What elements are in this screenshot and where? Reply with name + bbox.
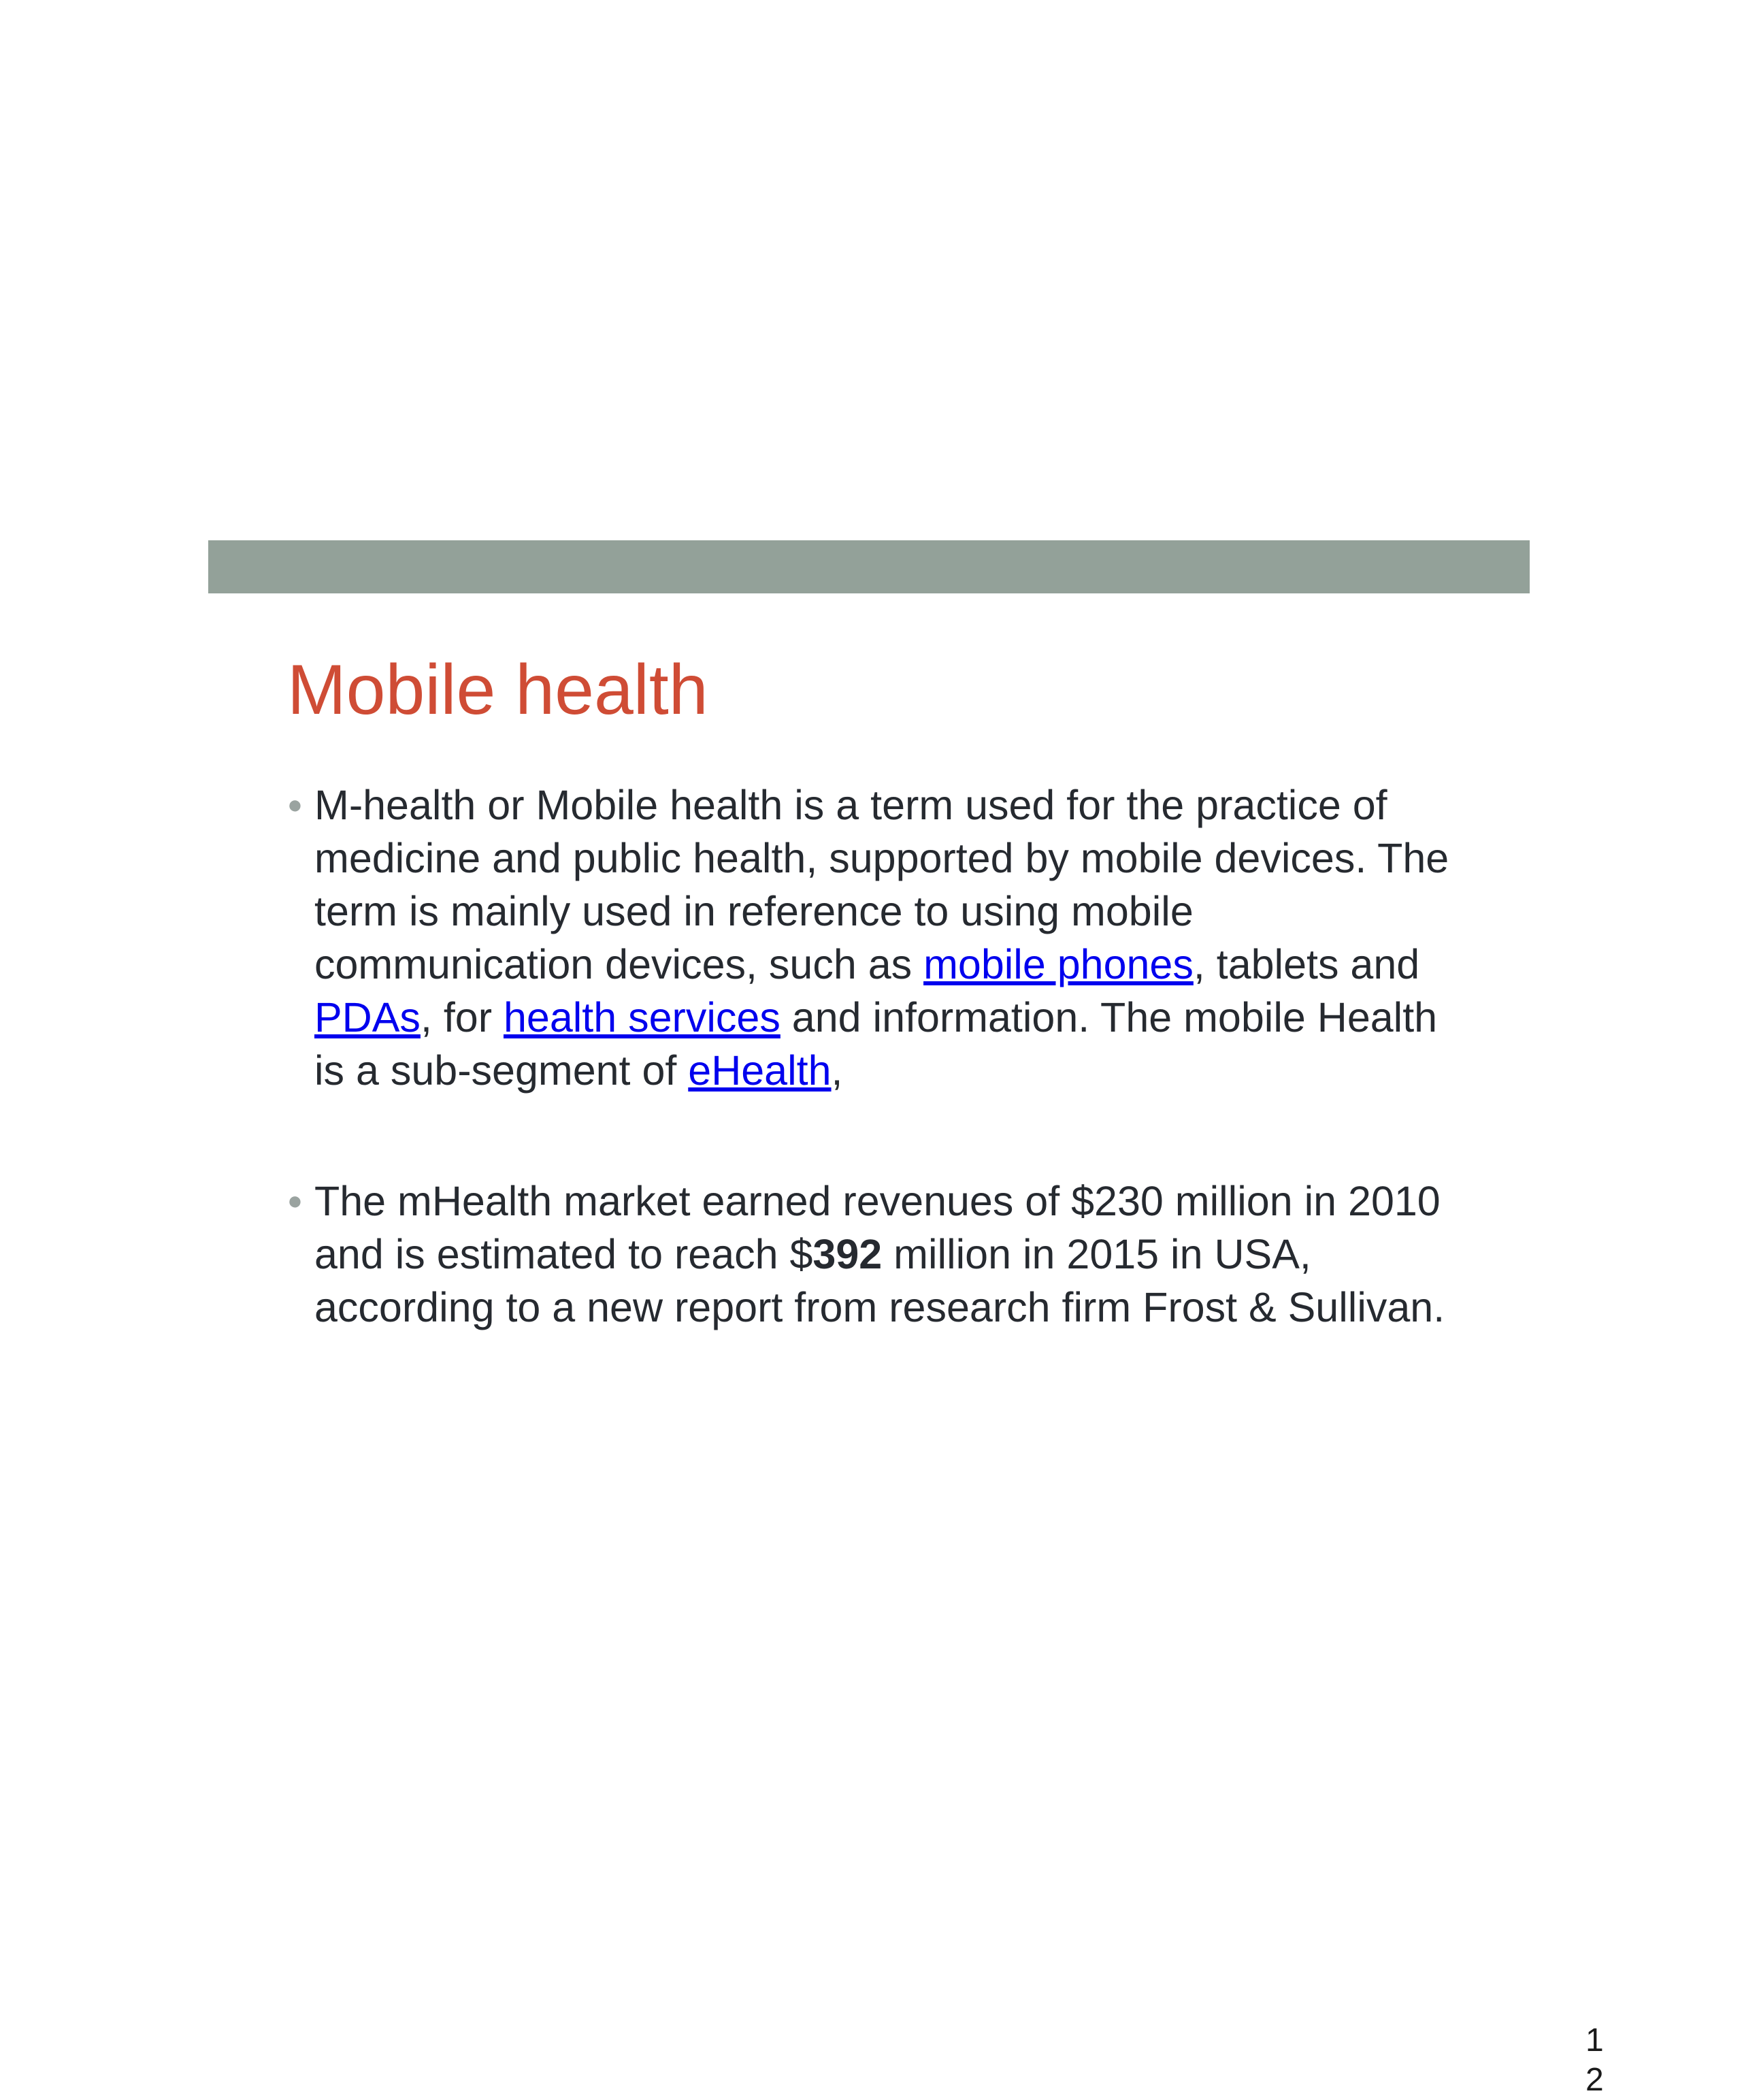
bullet-1-text-part: and information. The mobile Health is a sub-segment of bbox=[314, 994, 1438, 1094]
bullet-text-1 bbox=[314, 778, 1458, 1097]
bullet-item-1 bbox=[287, 778, 1458, 1097]
bullet-text-2 bbox=[314, 1175, 1458, 1334]
bold-figure-392: 392 bbox=[812, 1231, 883, 1277]
link-health-services[interactable]: health services bbox=[503, 994, 780, 1040]
bullet-1-text-part: , bbox=[831, 1047, 843, 1094]
small-dot-icon: ● bbox=[287, 791, 303, 819]
bullet-list bbox=[287, 778, 1458, 1334]
bullet-2-text-part: million in 2015 in USA, according to a new report from research firm Frost & Sullivan. bbox=[314, 1231, 1445, 1330]
page-number: 12 bbox=[1585, 2022, 1604, 2098]
slide-title: Mobile health bbox=[287, 651, 708, 729]
header-bar bbox=[208, 540, 1530, 593]
bullet-1-text-part: , for bbox=[420, 994, 504, 1040]
link-pdas[interactable]: PDAs bbox=[314, 994, 421, 1040]
small-dot-icon: ● bbox=[287, 1187, 303, 1215]
bullet-1-text-part: , tablets and bbox=[1193, 941, 1420, 987]
link-mobile-phones[interactable]: mobile phones bbox=[923, 941, 1194, 987]
bullet-item-2 bbox=[287, 1175, 1458, 1334]
bullet-1-text-part: M-health or Mobile health is a term used for the practice of medicine and public health, supported by mobile devices. The term is mainly used in reference to using mobile communication devices, such as bbox=[314, 782, 1449, 987]
link-ehealth[interactable]: eHealth bbox=[688, 1047, 832, 1094]
bullet-2-text-part: The mHealth market earned revenues of $230 million in 2010 and is estimated to reach $ bbox=[314, 1178, 1441, 1277]
